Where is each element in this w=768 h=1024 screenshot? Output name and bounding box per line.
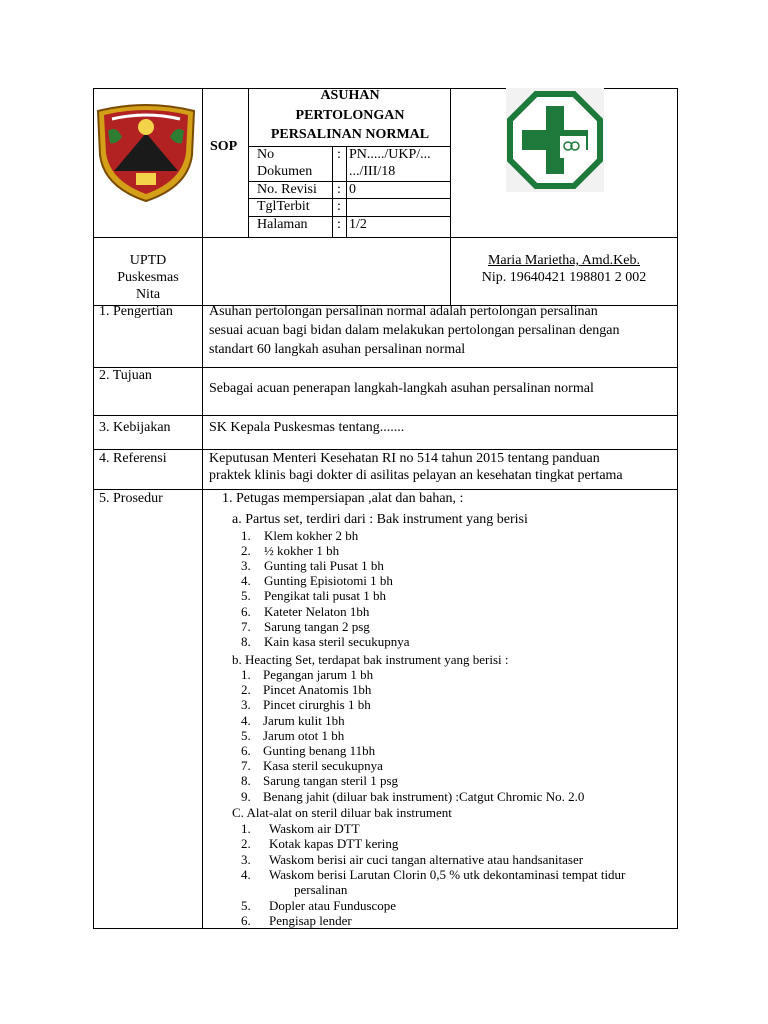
list-item: Sarung tangan steril 1 psg <box>263 773 399 789</box>
list-item-number: 7. <box>241 618 251 634</box>
list-item: Jarum otot 1 bh <box>263 727 345 743</box>
tujuan-text: Sebagai acuan penerapan langkah-langkah asuhan persalinan normal <box>209 381 594 396</box>
sop-title-line-3: PERSALINAN NORMAL <box>270 127 430 142</box>
tujuan-label: 2. Tujuan <box>99 368 152 383</box>
list-item: Gunting tali Pusat 1 bh <box>264 558 384 574</box>
signer-nip: Nip. 19640421 198801 2 002 <box>481 270 647 285</box>
terbit-label: TglTerbit <box>257 199 310 214</box>
regional-crest-logo <box>92 97 200 205</box>
doc-no-label-2: Dokumen <box>257 164 313 179</box>
kebijakan-label: 3. Kebijakan <box>99 420 171 435</box>
revisi-label: No. Revisi <box>257 182 317 197</box>
org-line-1: UPTD <box>129 253 167 268</box>
list-item-number: 4. <box>241 712 251 728</box>
list-item: Gunting benang 11bh <box>263 743 376 758</box>
pengertian-line-2: sesuai acuan bagi bidan dalam melakukan pertolongan persalinan dengan <box>209 323 620 338</box>
list-item: Kasa steril secukupnya <box>263 758 383 774</box>
list-item-number: 8. <box>241 633 251 649</box>
terbit-colon: : <box>337 199 341 214</box>
prosedur-label: 5. Prosedur <box>99 491 163 506</box>
list-item: Pengisap lender <box>269 912 352 928</box>
list-item: Sarung tangan 2 psg <box>264 618 370 634</box>
doc-no-colon: : <box>337 147 341 162</box>
org-line-2: Puskesmas <box>117 270 179 285</box>
sop-title-line-2: PERTOLONGAN <box>295 108 405 123</box>
pengertian-line-1: Asuhan pertolongan persalinan normal adalah pertolongan persalinan <box>209 304 598 319</box>
list-item-number: 7. <box>241 758 251 774</box>
prosedur-b-heading: b. Heacting Set, terdapat bak instrument yang berisi : <box>232 652 509 667</box>
sop-label: SOP <box>210 139 238 154</box>
list-item-number: 2. <box>241 543 251 559</box>
list-item-number: 5. <box>241 727 251 743</box>
list-item-number: 8. <box>241 773 251 789</box>
prosedur-step-1: 1. Petugas mempersiapan ,alat dan bahan, : <box>222 491 464 506</box>
list-item-number: 6. <box>241 912 251 928</box>
sop-title-line-1: ASUHAN <box>320 88 380 103</box>
list-item: Pincet Anatomis 1bh <box>263 682 372 698</box>
list-item: Pengikat tali pusat 1 bh <box>264 588 387 604</box>
list-item: Pincet cirurghis 1 bh <box>263 697 371 713</box>
list-item-number: 6. <box>241 603 251 619</box>
halaman-colon: : <box>337 217 341 232</box>
referensi-label: 4. Referensi <box>99 451 167 466</box>
puskesmas-logo <box>506 88 604 192</box>
list-item: Kotak kapas DTT kering <box>269 836 399 852</box>
referensi-line-2: praktek klinis bagi dokter di asilitas pelayan an kesehatan tingkat pertama <box>209 468 623 483</box>
list-item-number: 2. <box>241 682 251 698</box>
kebijakan-text: SK Kepala Puskesmas tentang....... <box>209 420 405 435</box>
list-item: Waskom berisi Larutan Clorin 0,5 % utk dekontaminasi tempat tidur <box>269 866 626 882</box>
doc-no-value-1: PN...../UKP/... <box>349 147 431 162</box>
list-item-number: 4. <box>241 866 251 882</box>
pengertian-label: 1. Pengertian <box>99 304 173 319</box>
list-item-number: 1. <box>241 821 251 836</box>
doc-no-value-2: .../III/18 <box>349 164 396 179</box>
list-item-number: 9. <box>241 788 251 804</box>
org-line-3: Nita <box>135 287 161 302</box>
pengertian-line-3: standart 60 langkah asuhan persalinan normal <box>209 342 466 357</box>
halaman-value: 1/2 <box>349 217 367 232</box>
list-item-number: 1. <box>241 667 251 682</box>
prosedur-c-heading: C. Alat-alat on steril diluar bak instrument <box>232 805 452 820</box>
list-item: Waskom berisi air cuci tangan alternative atau handsanitaser <box>269 851 584 867</box>
list-item: persalinan <box>294 882 348 898</box>
list-item-number: 5. <box>241 588 251 604</box>
revisi-colon: : <box>337 182 341 197</box>
revisi-value: 0 <box>349 182 356 197</box>
list-item-number: 3. <box>241 558 251 574</box>
list-item: Kain kasa steril secukupnya <box>264 633 410 649</box>
signer-name: Maria Marietha, Amd.Keb. <box>487 253 640 268</box>
list-item-number: 4. <box>241 573 251 589</box>
prosedur-a-heading: a. Partus set, terdiri dari : Bak instrument yang berisi <box>232 512 528 527</box>
list-item: Dopler atau Funduscope <box>269 897 397 913</box>
halaman-label: Halaman <box>257 217 308 232</box>
list-item-number: 1. <box>241 528 251 543</box>
list-item: Jarum kulit 1bh <box>263 712 345 728</box>
list-item: Klem kokher 2 bh <box>264 528 359 543</box>
doc-no-label-1: No <box>257 147 275 162</box>
list-item: Kateter Nelaton 1bh <box>264 603 370 619</box>
referensi-line-1: Keputusan Menteri Kesehatan RI no 514 tahun 2015 tentang panduan <box>209 451 600 466</box>
list-item: ½ kokher 1 bh <box>264 543 340 559</box>
list-item-number: 3. <box>241 851 251 867</box>
list-item: Benang jahit (diluar bak instrument) :Catgut Chromic No. 2.0 <box>263 788 585 804</box>
list-item: Waskom air DTT <box>269 821 360 836</box>
list-item-number: 6. <box>241 743 251 758</box>
list-item: Gunting Episiotomi 1 bh <box>264 573 393 589</box>
list-item: Pegangan jarum 1 bh <box>263 667 374 682</box>
list-item-number: 2. <box>241 836 251 852</box>
list-item-number: 3. <box>241 697 251 713</box>
list-item-number: 5. <box>241 897 251 913</box>
